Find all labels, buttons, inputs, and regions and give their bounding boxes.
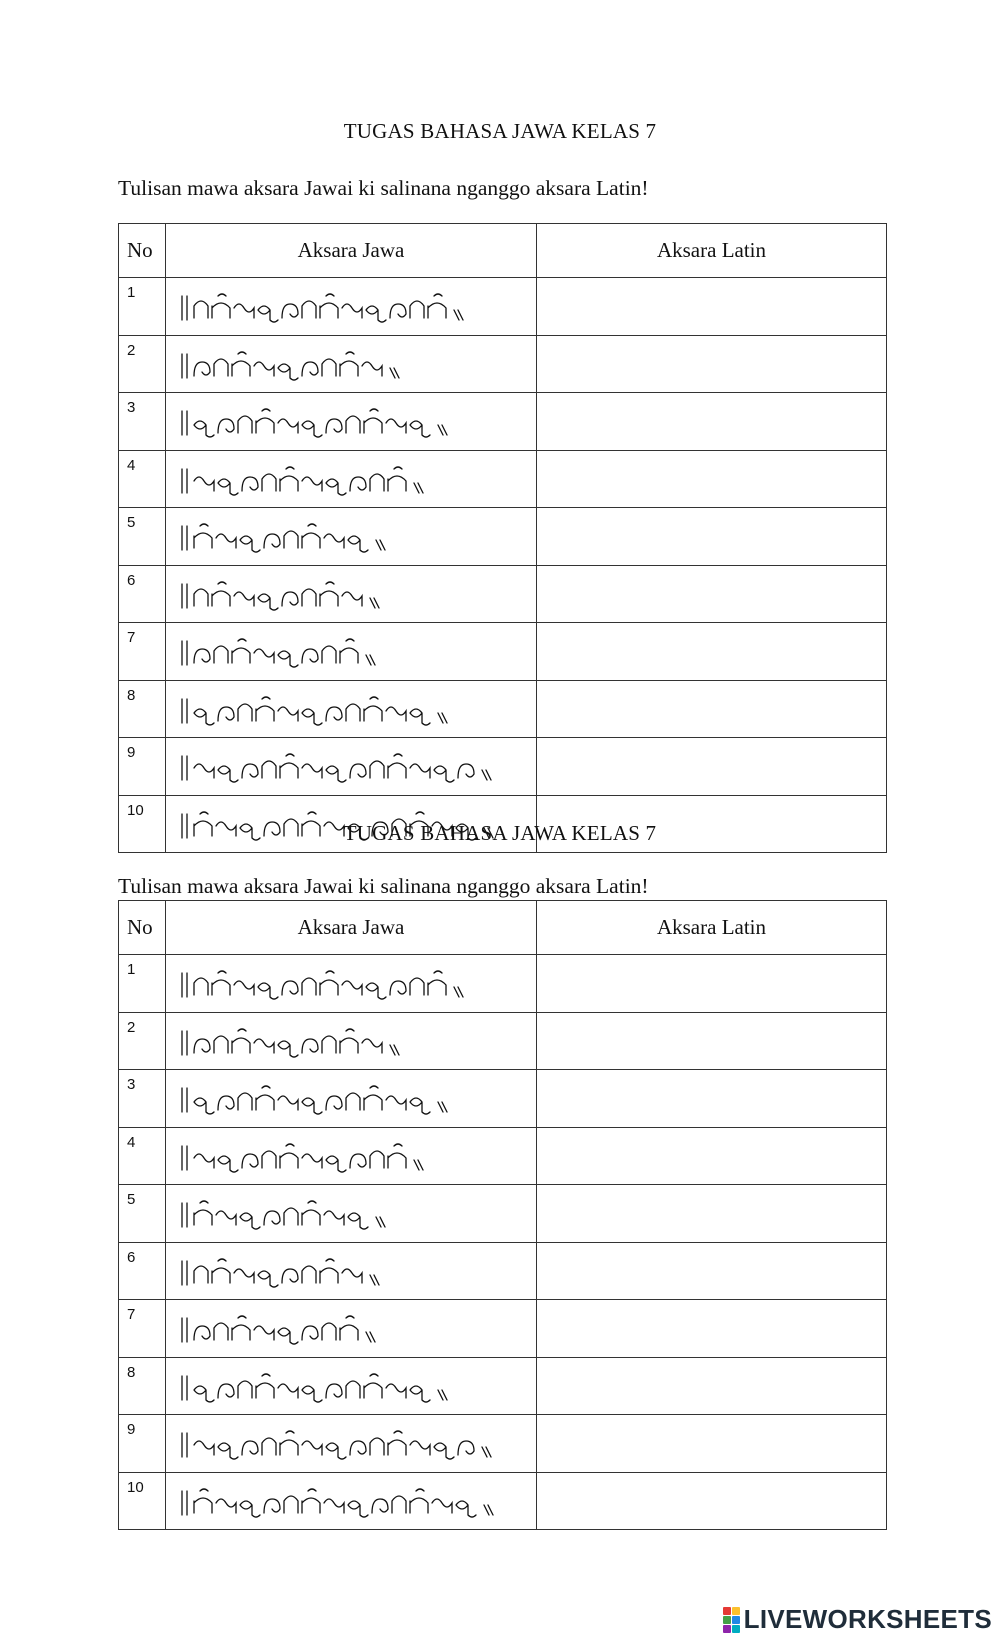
aksara-jawa-cell [166,1070,537,1128]
aksara-latin-cell [537,450,887,508]
aksara-latin-input[interactable] [537,1243,886,1291]
aksara-latin-cell [537,508,887,566]
aksara-latin-cell [537,680,887,738]
table-row [119,1300,887,1358]
aksara-latin-cell [537,738,887,796]
logo-color-square [732,1625,740,1633]
aksara-jawa-cell [166,1415,537,1473]
row-number: 1 [119,955,166,1013]
aksara-latin-cell [537,955,887,1013]
aksara-jawa-script [176,405,450,439]
table-row [119,1012,887,1070]
row-number: 2 [119,335,166,393]
aksara-jawa-cell [166,450,537,508]
row-number: 10 [119,795,166,853]
row-number: 9 [119,738,166,796]
table-row [119,623,887,681]
table-row [119,680,887,738]
table-row [119,738,887,796]
table-row [119,508,887,566]
row-number: 3 [119,1070,166,1128]
header-no: No [119,901,166,955]
table-row [119,1472,887,1530]
worksheet-1-title: TUGAS BAHASA JAWA KELAS 7 [343,119,657,143]
table-row [119,1070,887,1128]
aksara-jawa-script [176,1370,450,1404]
table-row [119,1357,887,1415]
aksara-jawa-script [176,520,388,554]
row-number: 10 [119,1472,166,1530]
aksara-jawa-cell [166,335,537,393]
aksara-jawa-script [176,635,378,669]
table-row [119,1415,887,1473]
table-row [119,1127,887,1185]
aksara-latin-cell [537,1357,887,1415]
logo-color-square [732,1616,740,1624]
logo-color-square [723,1625,731,1633]
aksara-jawa-cell [166,738,537,796]
aksara-latin-cell [537,1472,887,1530]
aksara-jawa-script [176,290,466,324]
aksara-latin-input[interactable] [537,1415,886,1463]
header-aksara-jawa: Aksara Jawa [166,224,537,278]
row-number: 1 [119,278,166,336]
aksara-latin-input[interactable] [537,336,886,384]
aksara-jawa-cell [166,623,537,681]
row-number: 2 [119,1012,166,1070]
aksara-jawa-cell [166,1012,537,1070]
aksara-jawa-script [176,348,402,382]
row-number: 3 [119,393,166,451]
aksara-jawa-script [176,578,382,612]
worksheet-2-title: TUGAS BAHASA JAWA KELAS 7 [343,821,657,845]
aksara-jawa-script [176,750,494,784]
aksara-latin-input[interactable] [537,508,886,556]
aksara-latin-input[interactable] [537,738,886,786]
liveworksheets-logo-text: LIVEWORKSHEETS [743,1604,992,1634]
aksara-latin-input[interactable] [537,955,886,1003]
aksara-latin-cell [537,278,887,336]
aksara-latin-cell [537,1185,887,1243]
table-row [119,450,887,508]
liveworksheets-logo[interactable] [723,1604,992,1635]
aksara-latin-input[interactable] [537,1473,886,1521]
row-number: 4 [119,1127,166,1185]
aksara-jawa-script [176,1427,494,1461]
header-aksara-latin: Aksara Latin [537,901,887,955]
logo-color-square [723,1607,731,1615]
table-row [119,1242,887,1300]
aksara-latin-input[interactable] [537,278,886,326]
aksara-latin-cell [537,1415,887,1473]
aksara-jawa-cell [166,955,537,1013]
aksara-jawa-script [176,463,426,497]
aksara-latin-cell [537,1012,887,1070]
aksara-latin-cell [537,1127,887,1185]
aksara-latin-input[interactable] [537,1300,886,1348]
aksara-jawa-cell [166,393,537,451]
aksara-latin-cell [537,393,887,451]
table-row [119,565,887,623]
table-row [119,955,887,1013]
row-number: 4 [119,450,166,508]
worksheet-2-table [118,900,887,1530]
liveworksheets-logo-icon [723,1607,740,1633]
header-aksara-latin: Aksara Latin [537,224,887,278]
aksara-latin-input[interactable] [537,393,886,441]
aksara-latin-input[interactable] [537,623,886,671]
row-number: 6 [119,565,166,623]
row-number: 8 [119,1357,166,1415]
worksheet-1-instruction: Tulisan mawa aksara Jawai ki salinana nganggo aksara Latin! [118,176,649,200]
row-number: 7 [119,623,166,681]
table-row [119,278,887,336]
aksara-jawa-script [176,1140,426,1174]
logo-color-square [732,1607,740,1615]
aksara-latin-input[interactable] [537,451,886,499]
aksara-jawa-script [176,1255,382,1289]
aksara-latin-input[interactable] [537,1070,886,1118]
aksara-latin-cell [537,623,887,681]
row-number: 5 [119,508,166,566]
aksara-jawa-cell [166,1357,537,1415]
worksheet-2-instruction: Tulisan mawa aksara Jawai ki salinana nganggo aksara Latin! [118,874,649,898]
aksara-latin-input[interactable] [537,1128,886,1176]
aksara-jawa-cell [166,680,537,738]
aksara-jawa-cell [166,278,537,336]
aksara-latin-input[interactable] [537,1185,886,1233]
table-row [119,1185,887,1243]
aksara-latin-cell [537,565,887,623]
row-number: 6 [119,1242,166,1300]
aksara-latin-cell [537,1300,887,1358]
row-number: 7 [119,1300,166,1358]
aksara-jawa-cell [166,1472,537,1530]
aksara-jawa-script [176,1082,450,1116]
row-number: 5 [119,1185,166,1243]
aksara-latin-input[interactable] [537,1013,886,1061]
worksheet-1-table [118,223,887,853]
header-no: No [119,224,166,278]
aksara-jawa-cell [166,508,537,566]
row-number: 8 [119,680,166,738]
aksara-latin-input[interactable] [537,1358,886,1406]
aksara-jawa-cell [166,1242,537,1300]
aksara-jawa-script [176,693,450,727]
table-header-row [119,224,887,278]
aksara-jawa-script [176,1312,378,1346]
row-number: 9 [119,1415,166,1473]
aksara-jawa-cell [166,1300,537,1358]
logo-color-square [723,1616,731,1624]
aksara-latin-cell [537,1242,887,1300]
header-aksara-jawa: Aksara Jawa [166,901,537,955]
aksara-jawa-script [176,1025,402,1059]
aksara-latin-input[interactable] [537,681,886,729]
aksara-latin-input[interactable] [537,566,886,614]
aksara-jawa-script [176,967,466,1001]
aksara-jawa-cell [166,1127,537,1185]
aksara-latin-cell [537,1070,887,1128]
aksara-jawa-cell [166,1185,537,1243]
aksara-jawa-script [176,1485,496,1519]
aksara-jawa-cell [166,565,537,623]
aksara-jawa-script [176,1197,388,1231]
aksara-latin-cell [537,335,887,393]
table-row [119,335,887,393]
table-row [119,393,887,451]
table-header-row [119,901,887,955]
